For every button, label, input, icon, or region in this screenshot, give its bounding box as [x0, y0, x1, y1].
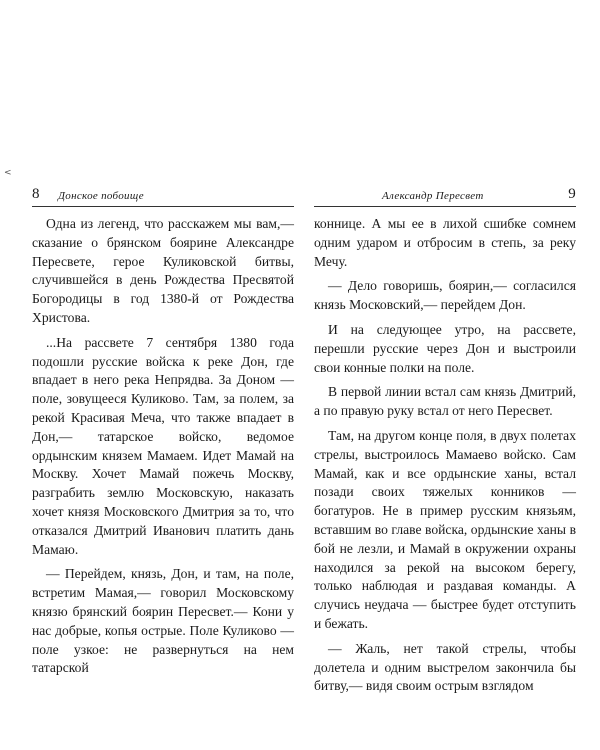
- right-page: [314, 186, 576, 694]
- paragraph: И на следующее утро, на рассвете, перешли русские через Дон и выстроили свои конные полки на поле.: [314, 321, 576, 375]
- right-header-rule: [314, 206, 576, 207]
- paragraph: Там, на другом конце поля, в двух полетах стрелы, выстроилось Мамаево войско. Сам Мамай, как и все ордынские ханы, встал позади своих тяжелых конников — богатуров. Не в пример русским князьям, вставшим во главе войска, ордынские ханы в бой не лезли, и Мамай в окружении охраны находился за рекой на высоком берегу, только наблюдая и раздавая команды. А случись неудача — быстрее будет отступить и бежать.: [314, 427, 576, 631]
- left-page-number: 8: [32, 186, 40, 202]
- paragraph: ...На рассвете 7 сентября 1380 года подошли русские войска к реке Дон, где впадает в него река Непрядва. За Доном — поле, зовущееся Куликово. Там, за полем, за рекой Красивая Меча, что также впадает в Дон,— татарское войско, ведомое ордынским князем Мамаем. Идет Мамай на Москву. Хочет Мамай пожечь Москву, разграбить землю Московскую, наказать хочет князя Московского Дмитрия за то, что отказался Дмитрий Иванович платить дань Мамаю.: [32, 334, 294, 557]
- right-page-number: 9: [568, 186, 576, 202]
- paragraph: — Дело говоришь, боярин,— согласился князь Московский,— перейдем Дон.: [314, 278, 576, 313]
- paragraph: — Жаль, нет такой стрелы, чтобы долетела и одним выстрелом закончила бы битву,— видя своим острым взглядом: [314, 640, 576, 694]
- right-page-header: [314, 186, 576, 206]
- paragraph: Одна из легенд, что расскажем мы вам,— сказание о брянском боярине Александре Пересвете, герое Куликовской битвы, случившейся в день Рождества Пресвятой Богородицы в год 1380-й от Рождества Христова.: [32, 216, 294, 325]
- paragraph: В первой линии встал сам князь Дмитрий, а по правую руку встал от него Пересвет.: [314, 384, 576, 419]
- left-running-head: Донское побоище: [58, 190, 144, 202]
- margin-mark: <: [4, 168, 12, 178]
- paragraph: — Перейдем, князь, Дон, и там, на поле, встретим Мамая,— говорил Московскому князю брянский боярин Пересвет.— Кони у нас добрые, копья острые. Поле Куликово — поле узкое: не развернуться на нем татарской: [32, 566, 294, 676]
- right-page-text: [314, 215, 576, 696]
- left-page-text: [32, 215, 294, 678]
- left-header-rule: [32, 206, 294, 207]
- paragraph: коннице. А мы ее в лихой сшибке сомнем одним ударом и отбросим в степь, за реку Мечу.: [314, 216, 576, 269]
- left-page-header: [32, 186, 294, 206]
- left-page: [32, 186, 294, 676]
- right-running-head: Александр Пересвет: [382, 190, 484, 202]
